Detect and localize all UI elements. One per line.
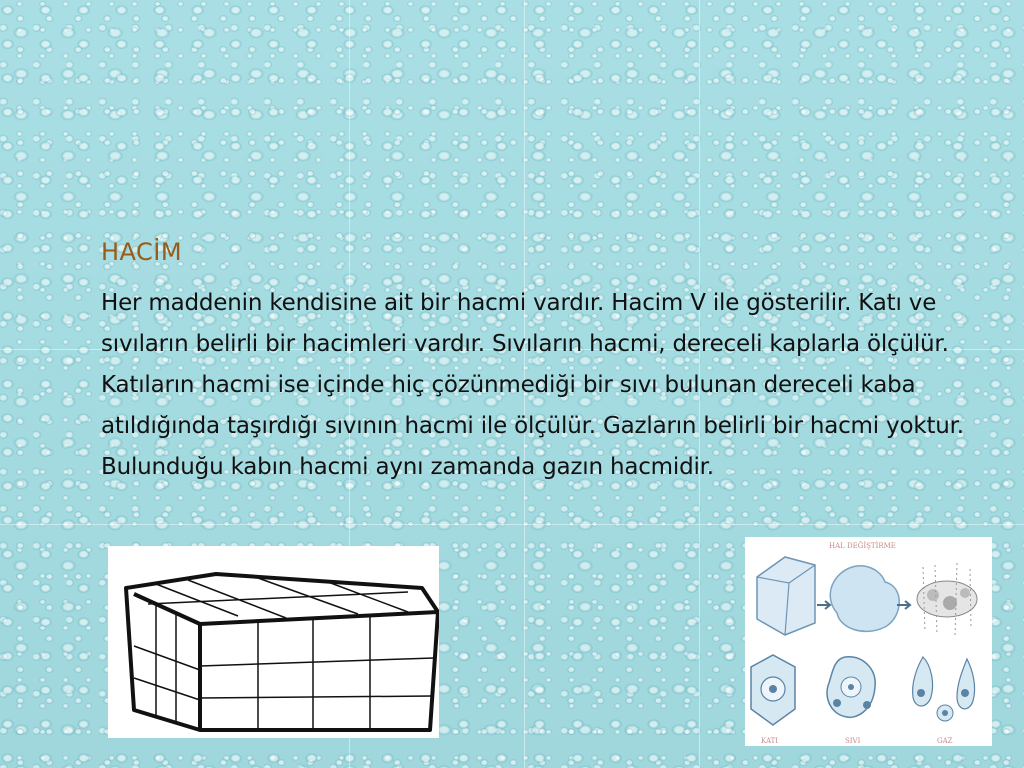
prism-drawing [108,546,439,738]
states-heading: HAL DEĞİŞTİRME [829,542,896,550]
state-label-solid: KATI [761,737,779,745]
states-of-matter-drawing [745,537,992,746]
liquid-particles-icon [827,657,875,718]
arrow-right-icon [817,601,830,609]
background-seam [0,524,1024,525]
solid-particles-icon [751,655,795,725]
prism-image [108,546,439,738]
state-label-gas: GAZ [937,737,953,745]
slide-body-text: Her maddenin kendisine ait bir hacmi vardır. Hacim V ile gösterilir. Katı ve sıvıların belirli bir hacimleri vardır. Sıvıların hacmi, dereceli kaplarla ölçülür. Katıların hacmi ise içinde hiç çözünmediği bir sıvı bulunan dereceli kaba atıldığında taşırdığı sıvının hacmi ile ölçülür. Gazların belirli bir hacmi yoktur. Bulunduğu kabın hacmi aynı zamanda gazın hacmidir. [101,290,964,480]
slide-title: HACİM [101,238,183,266]
gas-cloud-icon [917,563,977,637]
gas-particles-icon [913,657,975,721]
liquid-blob-icon [830,566,899,632]
state-label-liquid: SIVI [845,737,861,745]
states-of-matter-image [745,537,992,746]
solid-block-icon [757,557,815,635]
